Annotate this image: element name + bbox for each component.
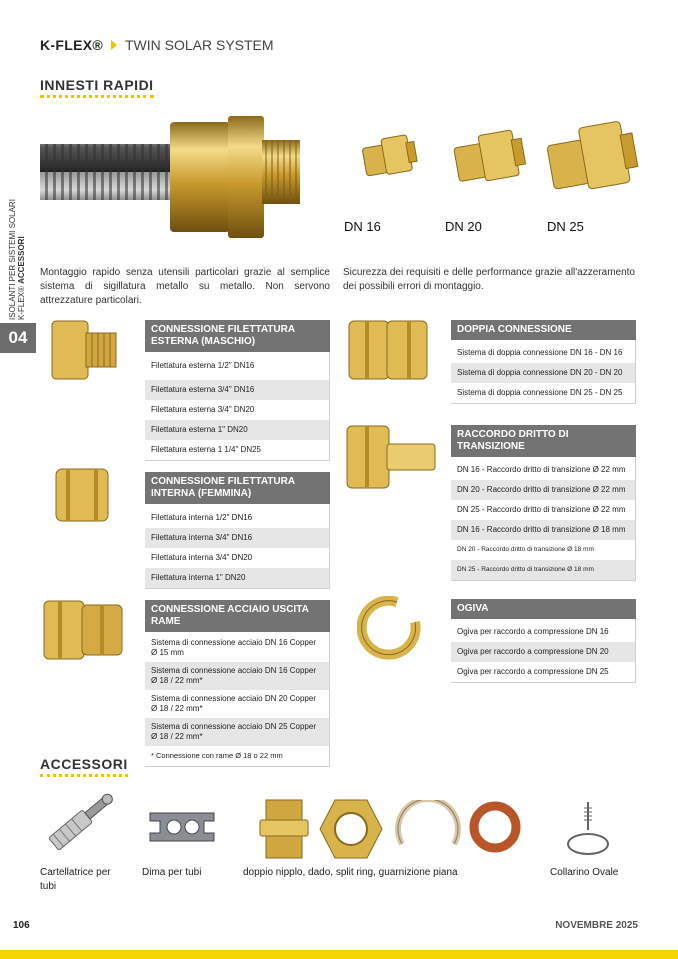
- brass-fitting-image: [52, 465, 112, 525]
- table-ogiva: [451, 599, 636, 683]
- table-row: DN 25 - Raccordo dritto di transizione Ø 18 mm: [451, 560, 635, 580]
- chapter-tab: 04: [0, 323, 36, 353]
- table-header: CONNESSIONE FILETTATURA INTERNA (FEMMINA): [145, 472, 330, 504]
- nut-image: [318, 797, 384, 861]
- table-row: Filettatura interna 3/4" DN16: [145, 528, 329, 548]
- table-row: Filettatura esterna 3/4" DN20: [151, 405, 255, 414]
- sidebar-line2: [17, 236, 26, 320]
- table-row: Sistema di doppia connessione DN 20 - DN 20: [451, 363, 635, 383]
- accessory-caption: Collarino Ovale: [550, 867, 619, 878]
- accessory-caption: Cartellatrice per tubi: [40, 867, 111, 892]
- description-left: Montaggio rapido senza utensili particolari grazie al semplice sistema di sigillatura metallo su metallo. Non servono attrezzature particolari.: [40, 267, 330, 306]
- pipe-jig-image: [146, 807, 218, 847]
- table-femmina: [145, 472, 330, 589]
- pipe-with-fitting-image: [40, 112, 310, 242]
- table-acciaio: [145, 600, 330, 767]
- footer-accent-bar: [0, 950, 678, 959]
- publication-date: NOVEMBRE 2025: [555, 920, 638, 931]
- table-row: Filettatura esterna 1 1/4" DN25: [151, 445, 262, 454]
- sidebar-line2-bold: ACCESSORI: [17, 236, 26, 284]
- brass-fitting-image: [544, 112, 644, 208]
- dn-label: DN 25: [547, 219, 584, 234]
- table-row: Ogiva per raccordo a compressione DN 20: [451, 642, 635, 662]
- table-row: Sistema di doppia connessione DN 25 - DN 25: [457, 388, 623, 397]
- sidebar-vertical-label: [2, 199, 28, 320]
- table-row: Sistema di doppia connessione DN 16 - DN 16: [457, 348, 623, 357]
- table-row: Sistema di connessione acciaio DN 20 Copper Ø 18 / 22 mm*: [151, 694, 316, 713]
- table-row: Filettatura esterna 3/4" DN16: [145, 380, 329, 400]
- system-name: TWIN SOLAR SYSTEM: [124, 37, 274, 53]
- dn-label: DN 16: [344, 219, 381, 234]
- brass-fitting-image: [40, 595, 126, 665]
- table-header: RACCORDO DRITTO DI TRANSIZIONE: [451, 425, 636, 457]
- brass-fitting-image: [48, 315, 120, 385]
- sidebar-line1: ISOLANTI PER SISTEMI SOLARI: [8, 199, 17, 320]
- gasket-image: [469, 801, 521, 853]
- oval-collar-image: [563, 800, 613, 860]
- table-header: CONNESSIONE FILETTATURA ESTERNA (MASCHIO): [145, 320, 330, 352]
- table-header: CONNESSIONE ACCIAIO USCITA RAME: [145, 600, 330, 632]
- table-row: Sistema di connessione acciaio DN 25 Copper Ø 18 / 22 mm*: [145, 718, 329, 746]
- table-row: DN 16 - Raccordo dritto di transizione Ø 22 mm: [457, 465, 626, 474]
- split-ring-image: [392, 800, 464, 852]
- accessory-caption: doppio nipplo, dado, split ring, guarnizione piana: [243, 867, 458, 878]
- nipple-image: [258, 798, 310, 860]
- table-row: Sistema di connessione acciaio DN 16 Copper Ø 15 mm: [151, 638, 316, 657]
- table-header: DOPPIA CONNESSIONE: [451, 320, 636, 340]
- table-row: Filettatura interna 1" DN20: [145, 568, 329, 588]
- section-title-accessori: ACCESSORI: [40, 756, 128, 777]
- section-title-innesti: INNESTI RAPIDI: [40, 77, 154, 98]
- table-maschio: [145, 320, 330, 461]
- flaring-tool-image: [36, 785, 122, 861]
- description-right: Sicurezza dei requisiti e delle performance grazie all'azzeramento dei possibili errori di montaggio.: [343, 267, 635, 292]
- brass-fitting-image: [345, 422, 437, 492]
- table-row: Filettatura esterna 1" DN20: [145, 420, 329, 440]
- accessory-caption: Dima per tubi: [142, 867, 202, 878]
- table-row: DN 20 - Raccordo dritto di transizione Ø 18 mm: [457, 546, 594, 553]
- table-header: OGIVA: [451, 599, 636, 619]
- table-row: Ogiva per raccordo a compressione DN 25: [457, 667, 609, 676]
- dn-label: DN 20: [445, 219, 482, 234]
- table-row: Sistema di connessione acciaio DN 16 Copper Ø 18 / 22 mm*: [145, 662, 329, 690]
- table-row: Filettatura interna 3/4" DN20: [151, 553, 253, 562]
- table-doppia: [451, 320, 636, 404]
- split-ring-image: [357, 596, 421, 662]
- table-note: * Connessione con rame Ø 18 o 22 mm: [151, 751, 283, 760]
- table-raccordo: [451, 425, 636, 581]
- table-row: Filettatura esterna 1/2" DN16: [151, 361, 255, 370]
- table-row: Filettatura interna 1/2" DN16: [151, 513, 253, 522]
- page-header: [40, 37, 274, 53]
- page-number: 106: [13, 920, 30, 931]
- brass-fitting-image: [358, 128, 420, 186]
- brass-fitting-image: [345, 315, 431, 385]
- table-row: DN 25 - Raccordo dritto di transizione Ø 22 mm: [457, 505, 626, 514]
- sidebar-line2-prefix: K-FLEX®: [17, 283, 26, 320]
- arrow-right-icon: [111, 40, 117, 50]
- brass-fitting-image: [450, 122, 530, 194]
- brand-name: K-FLEX®: [40, 37, 103, 53]
- table-row: DN 16 - Raccordo dritto di transizione Ø 18 mm: [451, 520, 635, 540]
- table-row: Ogiva per raccordo a compressione DN 16: [457, 627, 609, 636]
- table-row: DN 20 - Raccordo dritto di transizione Ø 22 mm: [451, 480, 635, 500]
